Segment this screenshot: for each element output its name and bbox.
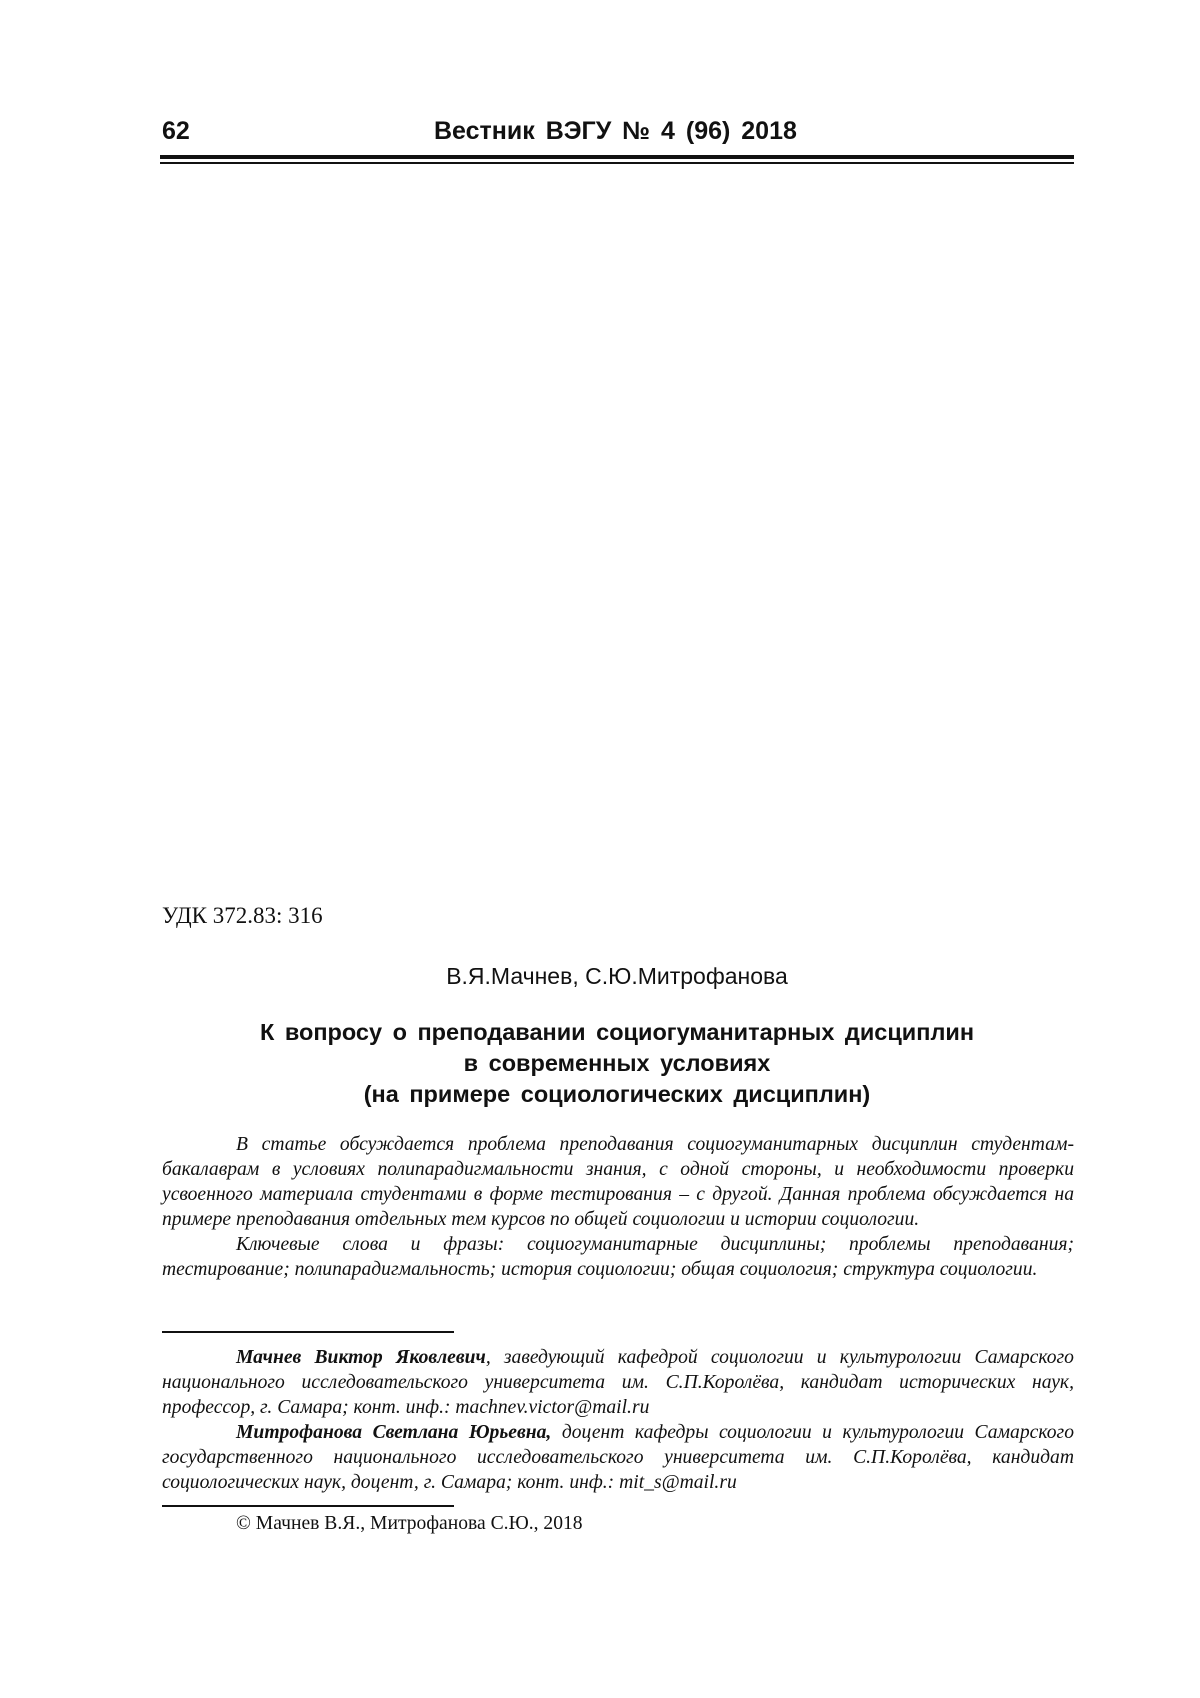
footnote-author-1-name: Мачнев Виктор Яковлевич — [236, 1347, 486, 1368]
header-rule-thin — [160, 162, 1074, 164]
title-line-2: в современных условиях — [463, 1050, 771, 1076]
article-title — [160, 1017, 1074, 1110]
abstract-text: В статье обсуждается проблема преподавания социогуманитарных дисциплин студентам-бакалаврам в условиях полипарадигмальности знания, с одной стороны, и необходимости проверки усвоенного материала студентами в форме тестирования – с другой. Данная проблема обсуждается на примере преподавания отдельных тем курсов по общей социологии и истории социологии. — [162, 1134, 1074, 1230]
footnote-author-1-info: , заведующий кафедрой социологии и культурологии Самарского национального исследовательского университета им. С.П.Королёва, кандидат исторических наук, профессор, г. Самара; конт. инф.: machnev.victor@mail.ru — [162, 1347, 1074, 1418]
page-number: 62 — [162, 117, 190, 145]
title-line-1: К вопросу о преподавании социогуманитарных дисциплин — [259, 1019, 975, 1045]
footnote-separator — [162, 1331, 454, 1333]
journal-header: Вестник ВЭГУ № 4 (96) 2018 — [434, 117, 797, 145]
header-rule-thick — [160, 155, 1074, 159]
footnote-author-2-info: доцент кафедры социологии и культурологии Самарского государственного национального исследовательского университета им. С.П.Королёва, кандидат социологических наук, доцент, г. Самара; конт. инф.: mit_s@mail.ru — [162, 1422, 1074, 1493]
abstract — [162, 1132, 1074, 1282]
footnote-author-1 — [162, 1345, 1074, 1420]
footnote-author-2-name: Митрофанова Светлана Юрьевна, — [236, 1422, 552, 1443]
title-line-3: (на примере социологических дисциплин) — [363, 1081, 871, 1107]
footnote-author-2 — [162, 1420, 1074, 1495]
udk-code: УДК 372.83: 316 — [162, 903, 323, 928]
copyright-separator — [162, 1505, 454, 1507]
keywords: Ключевые слова и фразы: социогуманитарные дисциплины; проблемы преподавания; тестирование; полипарадигмальность; история социологии; общая социология; структура социологии. — [162, 1234, 1074, 1280]
copyright: © Мачнев В.Я., Митрофанова С.Ю., 2018 — [236, 1513, 583, 1534]
authors: В.Я.Мачнев, С.Ю.Митрофанова — [446, 963, 788, 989]
author-footnotes — [162, 1345, 1074, 1495]
